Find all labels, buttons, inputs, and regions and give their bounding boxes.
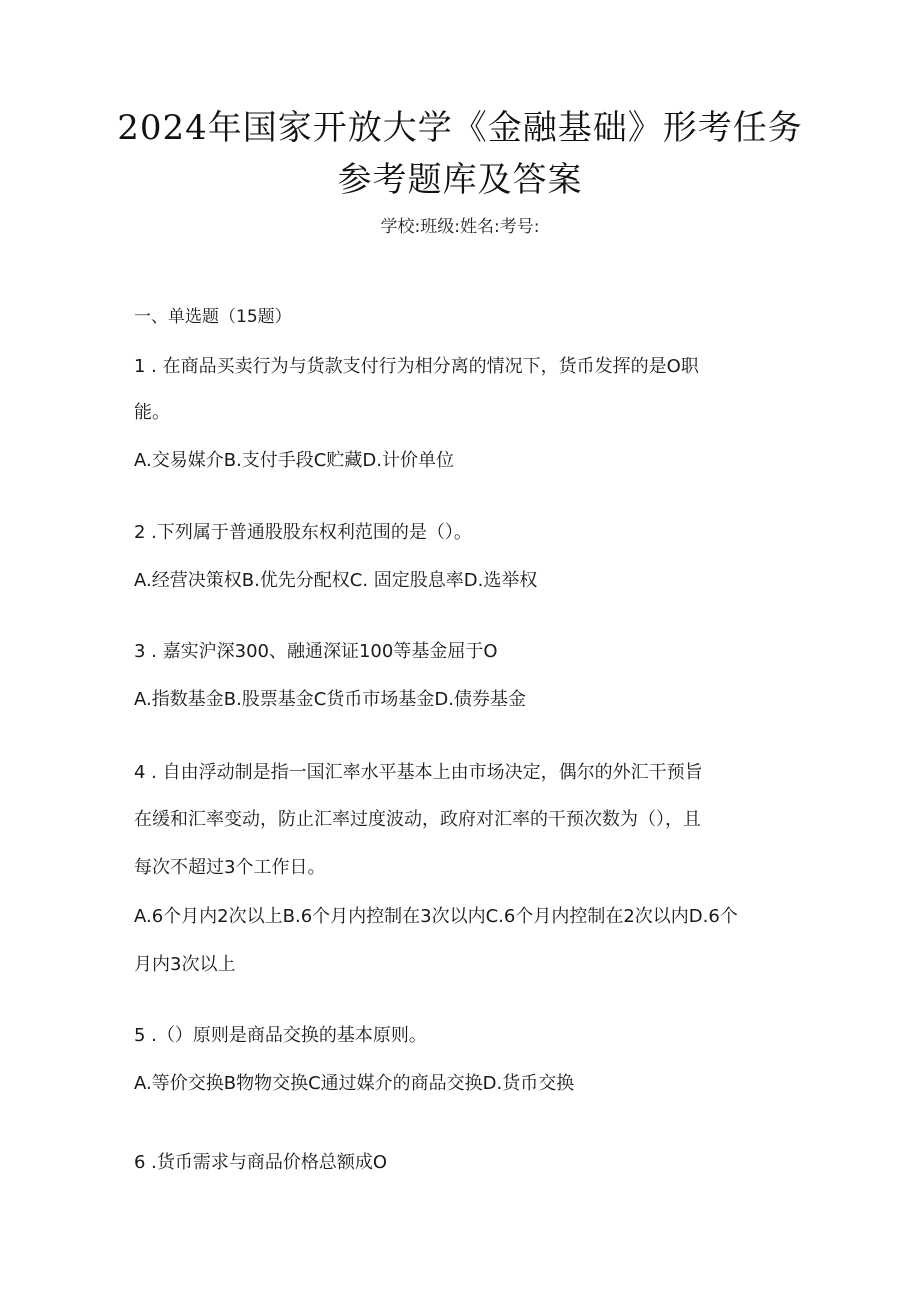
question-1-text-line-1: 1 . 在商品买卖行为与货款支付行为相分离的情况下，货币发挥的是O职 xyxy=(134,356,699,377)
question-5-options: A.等价交换B物物交换C通过媒介的商品交换D.货币交换 xyxy=(134,1073,575,1094)
document-title-line-2: 参考题库及答案 xyxy=(337,160,583,200)
question-2-text-line-1: 2 .下列属于普通股股东权利范围的是（）。 xyxy=(134,522,472,543)
question-4-text-line-2: 在缓和汇率变动，防止汇率过度波动，政府对汇率的干预次数为（），且 xyxy=(134,809,701,830)
question-4-options-line-2: 月内3次以上 xyxy=(134,954,236,975)
document-title-line-1: 2024年国家开放大学《金融基础》形考任务 xyxy=(117,108,803,148)
question-2-options: A.经营决策权B.优先分配权C. 固定股息率D.选举权 xyxy=(134,570,538,591)
question-1-text-line-2: 能。 xyxy=(134,402,170,423)
question-3-text-line-1: 3 . 嘉实沪深300、融通深证100等基金屈于O xyxy=(134,641,498,662)
question-6-text-line-1: 6 .货币需求与商品价格总额成O xyxy=(134,1152,388,1173)
student-info-line: 学校:班级:姓名:考号: xyxy=(380,217,540,237)
section-heading: 一、单选题（15题） xyxy=(134,307,292,327)
question-4-text-line-3: 每次不超过3个工作日。 xyxy=(134,857,326,878)
question-5-text-line-1: 5 .（）原则是商品交换的基本原则。 xyxy=(134,1025,427,1046)
question-4-options-line-1: A.6个月内2次以上B.6个月内控制在3次以内C.6个月内控制在2次以内D.6个 xyxy=(134,906,738,927)
question-4-text-line-1: 4 . 自由浮动制是指一国汇率水平基本上由市场决定，偶尔的外汇干预旨 xyxy=(134,762,703,783)
question-1-options: A.交易媒介B.支付手段C贮藏D.计价单位 xyxy=(134,450,454,471)
question-3-options: A.指数基金B.股票基金C货币市场基金D.债券基金 xyxy=(134,689,526,710)
